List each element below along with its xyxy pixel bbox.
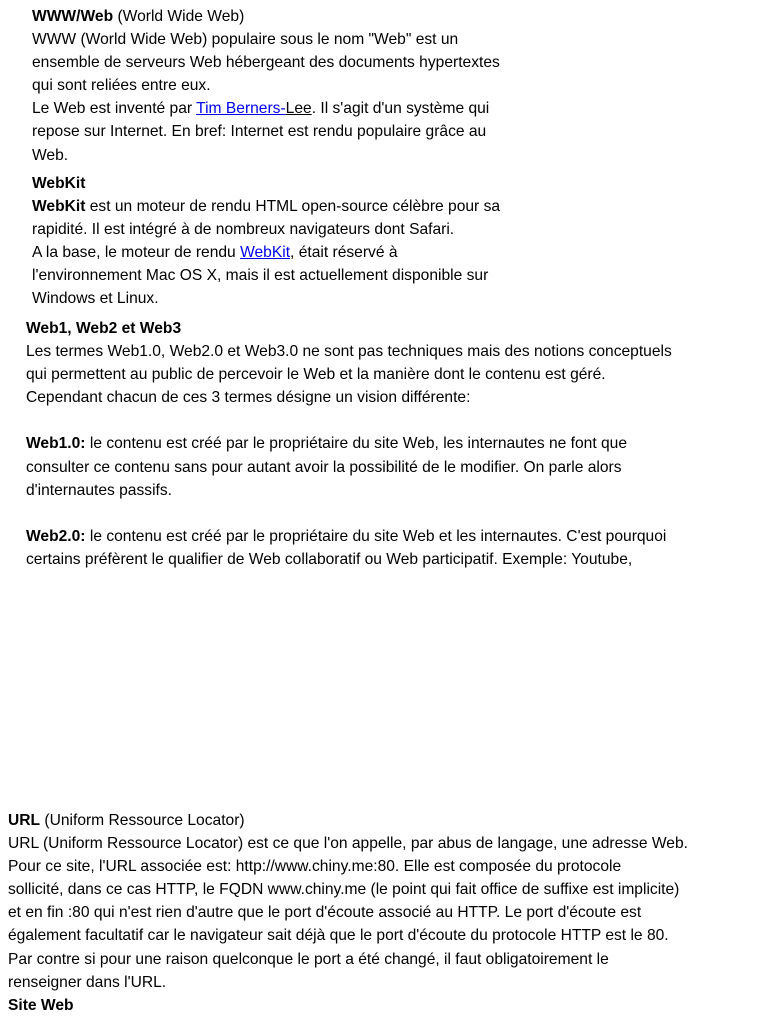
web2-line-2: certains préfèrent le qualifier de Web collaboratif ou Web participatif. Exemple: Youtube, <box>26 550 633 568</box>
url-line-6: Par contre si pour une raison quelconque le port a été changé, il faut obligatoirement le <box>8 950 609 968</box>
blank-line <box>26 409 672 432</box>
url-line-4: et en fin :80 qui n'est rien d'autre que le port d'écoute associé au HTTP. Le port d'écoute est <box>8 904 642 922</box>
web1-line-3: d'internautes passifs. <box>26 481 173 499</box>
webkit-link[interactable]: WebKit <box>240 244 291 262</box>
www-section <box>32 5 500 167</box>
tim-berners-lee-link[interactable]: Tim Berners- <box>196 100 286 118</box>
web123-intro-1: Les termes Web1.0, Web2.0 et Web3.0 ne sont pas techniques mais des notions conceptuels <box>26 343 672 361</box>
webkit-line-3: A la base, le moteur de rendu WebKit, était réservé à <box>32 244 398 262</box>
web1-line-1: Web1.0: le contenu est créé par le propriétaire du site Web, les internautes ne font que <box>26 435 628 453</box>
www-inventor-line: Le Web est inventé par Tim Berners-Lee. Il s'agit d'un système qui <box>32 100 490 118</box>
lee-text: Lee <box>285 100 312 118</box>
url-line-1: URL (Uniform Ressource Locator) est ce que l'on appelle, par abus de langage, une adresse Web. <box>8 835 688 853</box>
webkit-line-1: WebKit est un moteur de rendu HTML open-source célèbre pour sa <box>32 198 501 216</box>
www-line-3: qui sont reliées entre eux. <box>32 77 211 95</box>
webkit-line-2: rapidité. Il est intégré à de nombreux navigateurs dont Safari. <box>32 221 455 239</box>
www-line-2: ensemble de serveurs Web hébergeant des documents hypertextes <box>32 54 500 72</box>
webkit-line-5: Windows et Linux. <box>32 290 159 308</box>
www-line-5: repose sur Internet. En bref: Internet est rendu populaire grâce au <box>32 123 487 141</box>
webkit-section <box>32 172 500 311</box>
www-heading: WWW/Web (World Wide Web) <box>32 8 245 25</box>
www-line-1: WWW (World Wide Web) populaire sous le nom "Web" est un <box>32 31 459 49</box>
webkit-line-4: l'environnement Mac OS X, mais il est actuellement disponible sur <box>32 267 489 285</box>
siteweb-heading: Site Web <box>8 996 74 1014</box>
www-line-6: Web. <box>32 146 69 164</box>
url-line-7: renseigner dans l'URL. <box>8 973 167 991</box>
url-heading: URL (Uniform Ressource Locator) <box>8 812 245 829</box>
web123-section <box>26 317 672 579</box>
web123-intro-2: qui permettent au public de percevoir le Web et la manière dont le contenu est géré. <box>26 366 606 384</box>
web2-line-1: Web2.0: le contenu est créé par le propriétaire du site Web et les internautes. C'est pourquoi <box>26 527 667 545</box>
url-line-5: également facultatif car le navigateur sait déjà que le port d'écoute du protocole HTTP est le 80. <box>8 927 669 945</box>
url-line-3: sollicité, dans ce cas HTTP, le FQDN www.chiny.me (le point qui fait office de suffixe est implicite) <box>8 881 680 899</box>
webkit-heading: WebKit <box>32 175 86 192</box>
web123-intro-3: Cependant chacun de ces 3 termes désigne un vision différente: <box>26 389 471 407</box>
web1-line-2: consulter ce contenu sans pour autant avoir la possibilité de le modifier. On parle alors <box>26 458 622 476</box>
url-line-2: Pour ce site, l'URL associée est: http://www.chiny.me:80. Elle est composée du protocole <box>8 858 622 876</box>
url-section <box>8 809 688 1017</box>
web123-heading: Web1, Web2 et Web3 <box>26 320 182 337</box>
blank-line <box>26 502 672 525</box>
